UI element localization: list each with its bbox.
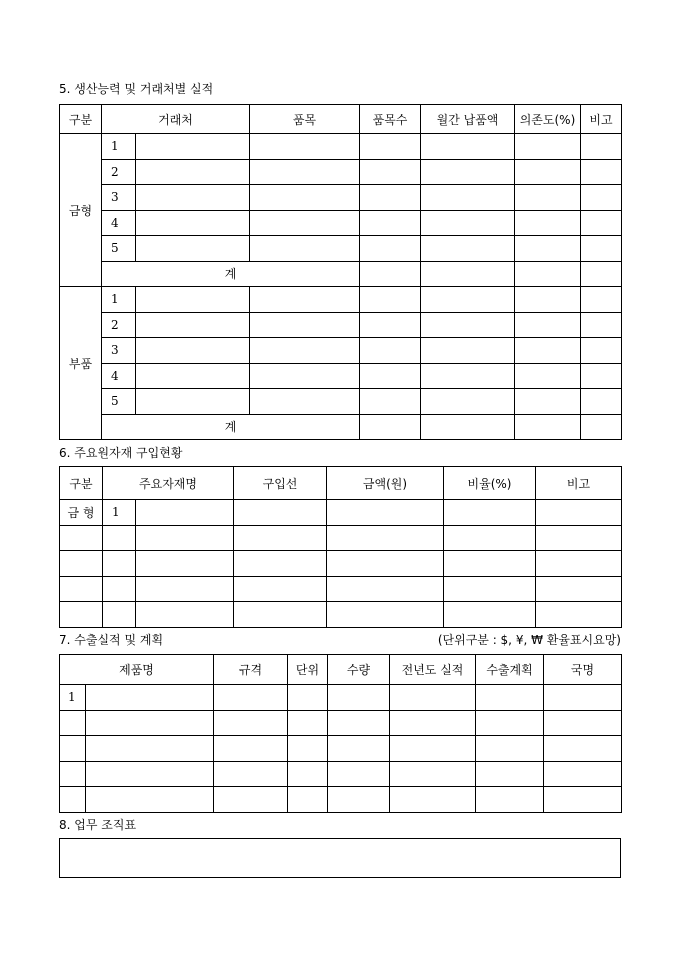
header-prev-year: 전년도 실적 xyxy=(390,655,476,685)
category-cell[interactable] xyxy=(60,576,103,602)
remarks-cell[interactable] xyxy=(581,363,622,389)
item-count-cell[interactable] xyxy=(360,312,421,338)
row-number: 5 xyxy=(102,389,136,415)
supplier-cell[interactable] xyxy=(234,602,327,628)
delivery-cell[interactable] xyxy=(421,312,515,338)
row-number: 4 xyxy=(102,210,136,236)
header-ratio: 비율(%) xyxy=(444,467,536,500)
remarks-cell[interactable] xyxy=(581,134,622,160)
total-label: 계 xyxy=(102,414,360,440)
header-export-plan: 수출계획 xyxy=(476,655,544,685)
total-label: 계 xyxy=(102,261,360,287)
number-cell[interactable] xyxy=(103,551,136,577)
amount-cell[interactable] xyxy=(327,551,444,577)
row-number: 5 xyxy=(102,236,136,262)
export-table xyxy=(59,654,622,813)
ratio-cell[interactable] xyxy=(444,576,536,602)
row-number: 1 xyxy=(103,500,136,526)
header-item: 품목 xyxy=(250,105,360,134)
remarks-cell[interactable] xyxy=(581,236,622,262)
item-count-cell[interactable] xyxy=(360,185,421,211)
row-number: 3 xyxy=(102,338,136,364)
client-cell[interactable] xyxy=(136,134,250,160)
supplier-cell[interactable] xyxy=(234,500,327,526)
header-amount: 금액(원) xyxy=(327,467,444,500)
delivery-cell[interactable] xyxy=(421,338,515,364)
dependency-cell[interactable] xyxy=(515,338,581,364)
remarks-cell[interactable] xyxy=(581,159,622,185)
item-count-cell[interactable] xyxy=(360,389,421,415)
material-cell[interactable] xyxy=(136,525,234,551)
country-cell[interactable] xyxy=(544,761,622,787)
product-cell[interactable] xyxy=(86,685,214,711)
remarks-cell[interactable] xyxy=(536,576,622,602)
delivery-cell[interactable] xyxy=(421,261,515,287)
dependency-cell[interactable] xyxy=(515,287,581,313)
remarks-cell[interactable] xyxy=(536,500,622,526)
item-cell[interactable] xyxy=(250,363,360,389)
table-row xyxy=(60,159,622,185)
remarks-cell[interactable] xyxy=(581,185,622,211)
remarks-cell[interactable] xyxy=(581,210,622,236)
item-count-cell[interactable] xyxy=(360,338,421,364)
dependency-cell[interactable] xyxy=(515,236,581,262)
delivery-cell[interactable] xyxy=(421,210,515,236)
product-cell[interactable] xyxy=(86,736,214,762)
materials-table xyxy=(59,466,622,628)
row-number: 3 xyxy=(102,185,136,211)
header-supplier: 구입선 xyxy=(234,467,327,500)
dependency-cell[interactable] xyxy=(515,312,581,338)
table-row xyxy=(60,134,622,160)
item-cell[interactable] xyxy=(250,312,360,338)
group-label-parts: 부품 xyxy=(60,287,102,440)
dependency-cell[interactable] xyxy=(515,389,581,415)
item-cell[interactable] xyxy=(250,236,360,262)
header-monthly-delivery: 월간 납품액 xyxy=(421,105,515,134)
item-cell[interactable] xyxy=(250,338,360,364)
item-count-cell[interactable] xyxy=(360,236,421,262)
plan-cell[interactable] xyxy=(476,787,544,813)
row-number: 1 xyxy=(60,685,86,711)
delivery-cell[interactable] xyxy=(421,185,515,211)
item-cell[interactable] xyxy=(250,134,360,160)
category-cell: 금 형 xyxy=(60,500,103,526)
unit-cell[interactable] xyxy=(288,685,328,711)
unit-cell[interactable] xyxy=(288,787,328,813)
ratio-cell[interactable] xyxy=(444,602,536,628)
number-cell[interactable] xyxy=(103,602,136,628)
item-count-cell[interactable] xyxy=(360,261,421,287)
quantity-cell[interactable] xyxy=(328,710,390,736)
table-row xyxy=(60,736,622,762)
country-cell[interactable] xyxy=(544,736,622,762)
row-number: 2 xyxy=(102,159,136,185)
client-cell[interactable] xyxy=(136,389,250,415)
client-cell[interactable] xyxy=(136,312,250,338)
delivery-cell[interactable] xyxy=(421,363,515,389)
supplier-cell[interactable] xyxy=(234,576,327,602)
table-row xyxy=(60,389,622,415)
supplier-cell[interactable] xyxy=(234,551,327,577)
table-row xyxy=(60,551,622,577)
prev-year-cell[interactable] xyxy=(390,761,476,787)
delivery-cell[interactable] xyxy=(421,414,515,440)
table-row xyxy=(60,312,622,338)
header-remarks: 비고 xyxy=(581,105,622,134)
item-cell[interactable] xyxy=(250,210,360,236)
delivery-cell[interactable] xyxy=(421,134,515,160)
material-cell[interactable] xyxy=(136,576,234,602)
table-header-row xyxy=(60,105,622,134)
item-count-cell[interactable] xyxy=(360,414,421,440)
country-cell[interactable] xyxy=(544,685,622,711)
dependency-cell[interactable] xyxy=(515,210,581,236)
quantity-cell[interactable] xyxy=(328,761,390,787)
header-client: 거래처 xyxy=(102,105,250,134)
plan-cell[interactable] xyxy=(476,685,544,711)
row-number: 2 xyxy=(102,312,136,338)
remarks-cell[interactable] xyxy=(536,551,622,577)
number-cell[interactable] xyxy=(103,576,136,602)
remarks-cell[interactable] xyxy=(536,525,622,551)
prev-year-cell[interactable] xyxy=(390,710,476,736)
table-row xyxy=(60,500,622,526)
table-row xyxy=(60,363,622,389)
row-number: 1 xyxy=(102,134,136,160)
client-cell[interactable] xyxy=(136,287,250,313)
remarks-cell[interactable] xyxy=(581,312,622,338)
category-cell[interactable] xyxy=(60,525,103,551)
material-cell[interactable] xyxy=(136,602,234,628)
table-row xyxy=(60,236,622,262)
dependency-cell[interactable] xyxy=(515,261,581,287)
dependency-cell[interactable] xyxy=(515,134,581,160)
plan-cell[interactable] xyxy=(476,761,544,787)
section8-title: 8. 업무 조직표 xyxy=(59,818,137,832)
header-category: 구분 xyxy=(60,467,103,500)
table-row xyxy=(60,787,622,813)
material-cell[interactable] xyxy=(136,551,234,577)
dependency-cell[interactable] xyxy=(515,159,581,185)
client-cell[interactable] xyxy=(136,363,250,389)
header-category: 구분 xyxy=(60,105,102,134)
table-header-row xyxy=(60,467,622,500)
spec-cell[interactable] xyxy=(214,685,288,711)
table-row xyxy=(60,185,622,211)
remarks-cell[interactable] xyxy=(581,261,622,287)
product-cell[interactable] xyxy=(86,710,214,736)
table-row xyxy=(60,576,622,602)
client-cell[interactable] xyxy=(136,236,250,262)
remarks-cell[interactable] xyxy=(581,414,622,440)
remarks-cell[interactable] xyxy=(536,602,622,628)
amount-cell[interactable] xyxy=(327,500,444,526)
group-label-mold: 금형 xyxy=(60,134,102,287)
org-chart-box[interactable] xyxy=(59,838,621,878)
client-cell[interactable] xyxy=(136,159,250,185)
item-cell[interactable] xyxy=(250,159,360,185)
dependency-cell[interactable] xyxy=(515,414,581,440)
unit-note: (단위구분 : $, ¥, ₩ 환율표시요망) xyxy=(437,633,621,647)
header-dependency: 의존도(%) xyxy=(515,105,581,134)
amount-cell[interactable] xyxy=(327,602,444,628)
item-cell[interactable] xyxy=(250,389,360,415)
ratio-cell[interactable] xyxy=(444,525,536,551)
item-count-cell[interactable] xyxy=(360,363,421,389)
table-row xyxy=(60,525,622,551)
client-cell[interactable] xyxy=(136,185,250,211)
plan-cell[interactable] xyxy=(476,736,544,762)
table-row xyxy=(60,710,622,736)
prev-year-cell[interactable] xyxy=(390,685,476,711)
spec-cell[interactable] xyxy=(214,761,288,787)
item-count-cell[interactable] xyxy=(360,287,421,313)
amount-cell[interactable] xyxy=(327,525,444,551)
header-quantity: 수량 xyxy=(328,655,390,685)
product-cell[interactable] xyxy=(86,761,214,787)
plan-cell[interactable] xyxy=(476,710,544,736)
client-cell[interactable] xyxy=(136,210,250,236)
spec-cell[interactable] xyxy=(214,710,288,736)
table-row xyxy=(60,287,622,313)
ratio-cell[interactable] xyxy=(444,500,536,526)
country-cell[interactable] xyxy=(544,787,622,813)
item-count-cell[interactable] xyxy=(360,134,421,160)
quantity-cell[interactable] xyxy=(328,736,390,762)
spec-cell[interactable] xyxy=(214,736,288,762)
header-remarks: 비고 xyxy=(536,467,622,500)
country-cell[interactable] xyxy=(544,710,622,736)
item-cell[interactable] xyxy=(250,287,360,313)
table-row xyxy=(60,602,622,628)
number-cell[interactable] xyxy=(103,525,136,551)
material-cell[interactable] xyxy=(136,500,234,526)
client-cell[interactable] xyxy=(136,338,250,364)
table-row xyxy=(60,210,622,236)
section7-title: 7. 수출실적 및 계획 xyxy=(59,633,164,647)
table-row xyxy=(60,685,622,711)
product-cell[interactable] xyxy=(86,787,214,813)
supplier-cell[interactable] xyxy=(234,525,327,551)
item-count-cell[interactable] xyxy=(360,210,421,236)
total-row xyxy=(60,261,622,287)
unit-cell[interactable] xyxy=(288,736,328,762)
header-unit: 단위 xyxy=(288,655,328,685)
category-cell[interactable] xyxy=(60,551,103,577)
number-cell[interactable] xyxy=(60,736,86,762)
row-number: 1 xyxy=(102,287,136,313)
production-table xyxy=(59,104,622,440)
prev-year-cell[interactable] xyxy=(390,787,476,813)
section6-title: 6. 주요원자재 구입현황 xyxy=(59,446,183,460)
item-count-cell[interactable] xyxy=(360,159,421,185)
unit-cell[interactable] xyxy=(288,761,328,787)
dependency-cell[interactable] xyxy=(515,363,581,389)
amount-cell[interactable] xyxy=(327,576,444,602)
item-cell[interactable] xyxy=(250,185,360,211)
remarks-cell[interactable] xyxy=(581,389,622,415)
header-spec: 규격 xyxy=(214,655,288,685)
prev-year-cell[interactable] xyxy=(390,736,476,762)
number-cell[interactable] xyxy=(60,761,86,787)
header-product-name: 제품명 xyxy=(60,655,214,685)
dependency-cell[interactable] xyxy=(515,185,581,211)
number-cell[interactable] xyxy=(60,787,86,813)
table-row xyxy=(60,761,622,787)
delivery-cell[interactable] xyxy=(421,159,515,185)
header-material-name: 주요자재명 xyxy=(103,467,234,500)
header-country: 국명 xyxy=(544,655,622,685)
total-row xyxy=(60,414,622,440)
delivery-cell[interactable] xyxy=(421,287,515,313)
header-item-count: 품목수 xyxy=(360,105,421,134)
quantity-cell[interactable] xyxy=(328,685,390,711)
category-cell[interactable] xyxy=(60,602,103,628)
ratio-cell[interactable] xyxy=(444,551,536,577)
spec-cell[interactable] xyxy=(214,787,288,813)
remarks-cell[interactable] xyxy=(581,287,622,313)
table-row xyxy=(60,338,622,364)
delivery-cell[interactable] xyxy=(421,236,515,262)
unit-cell[interactable] xyxy=(288,710,328,736)
remarks-cell[interactable] xyxy=(581,338,622,364)
row-number: 4 xyxy=(102,363,136,389)
quantity-cell[interactable] xyxy=(328,787,390,813)
table-header-row xyxy=(60,655,622,685)
section5-title: 5. 생산능력 및 거래처별 실적 xyxy=(59,82,214,96)
delivery-cell[interactable] xyxy=(421,389,515,415)
number-cell[interactable] xyxy=(60,710,86,736)
